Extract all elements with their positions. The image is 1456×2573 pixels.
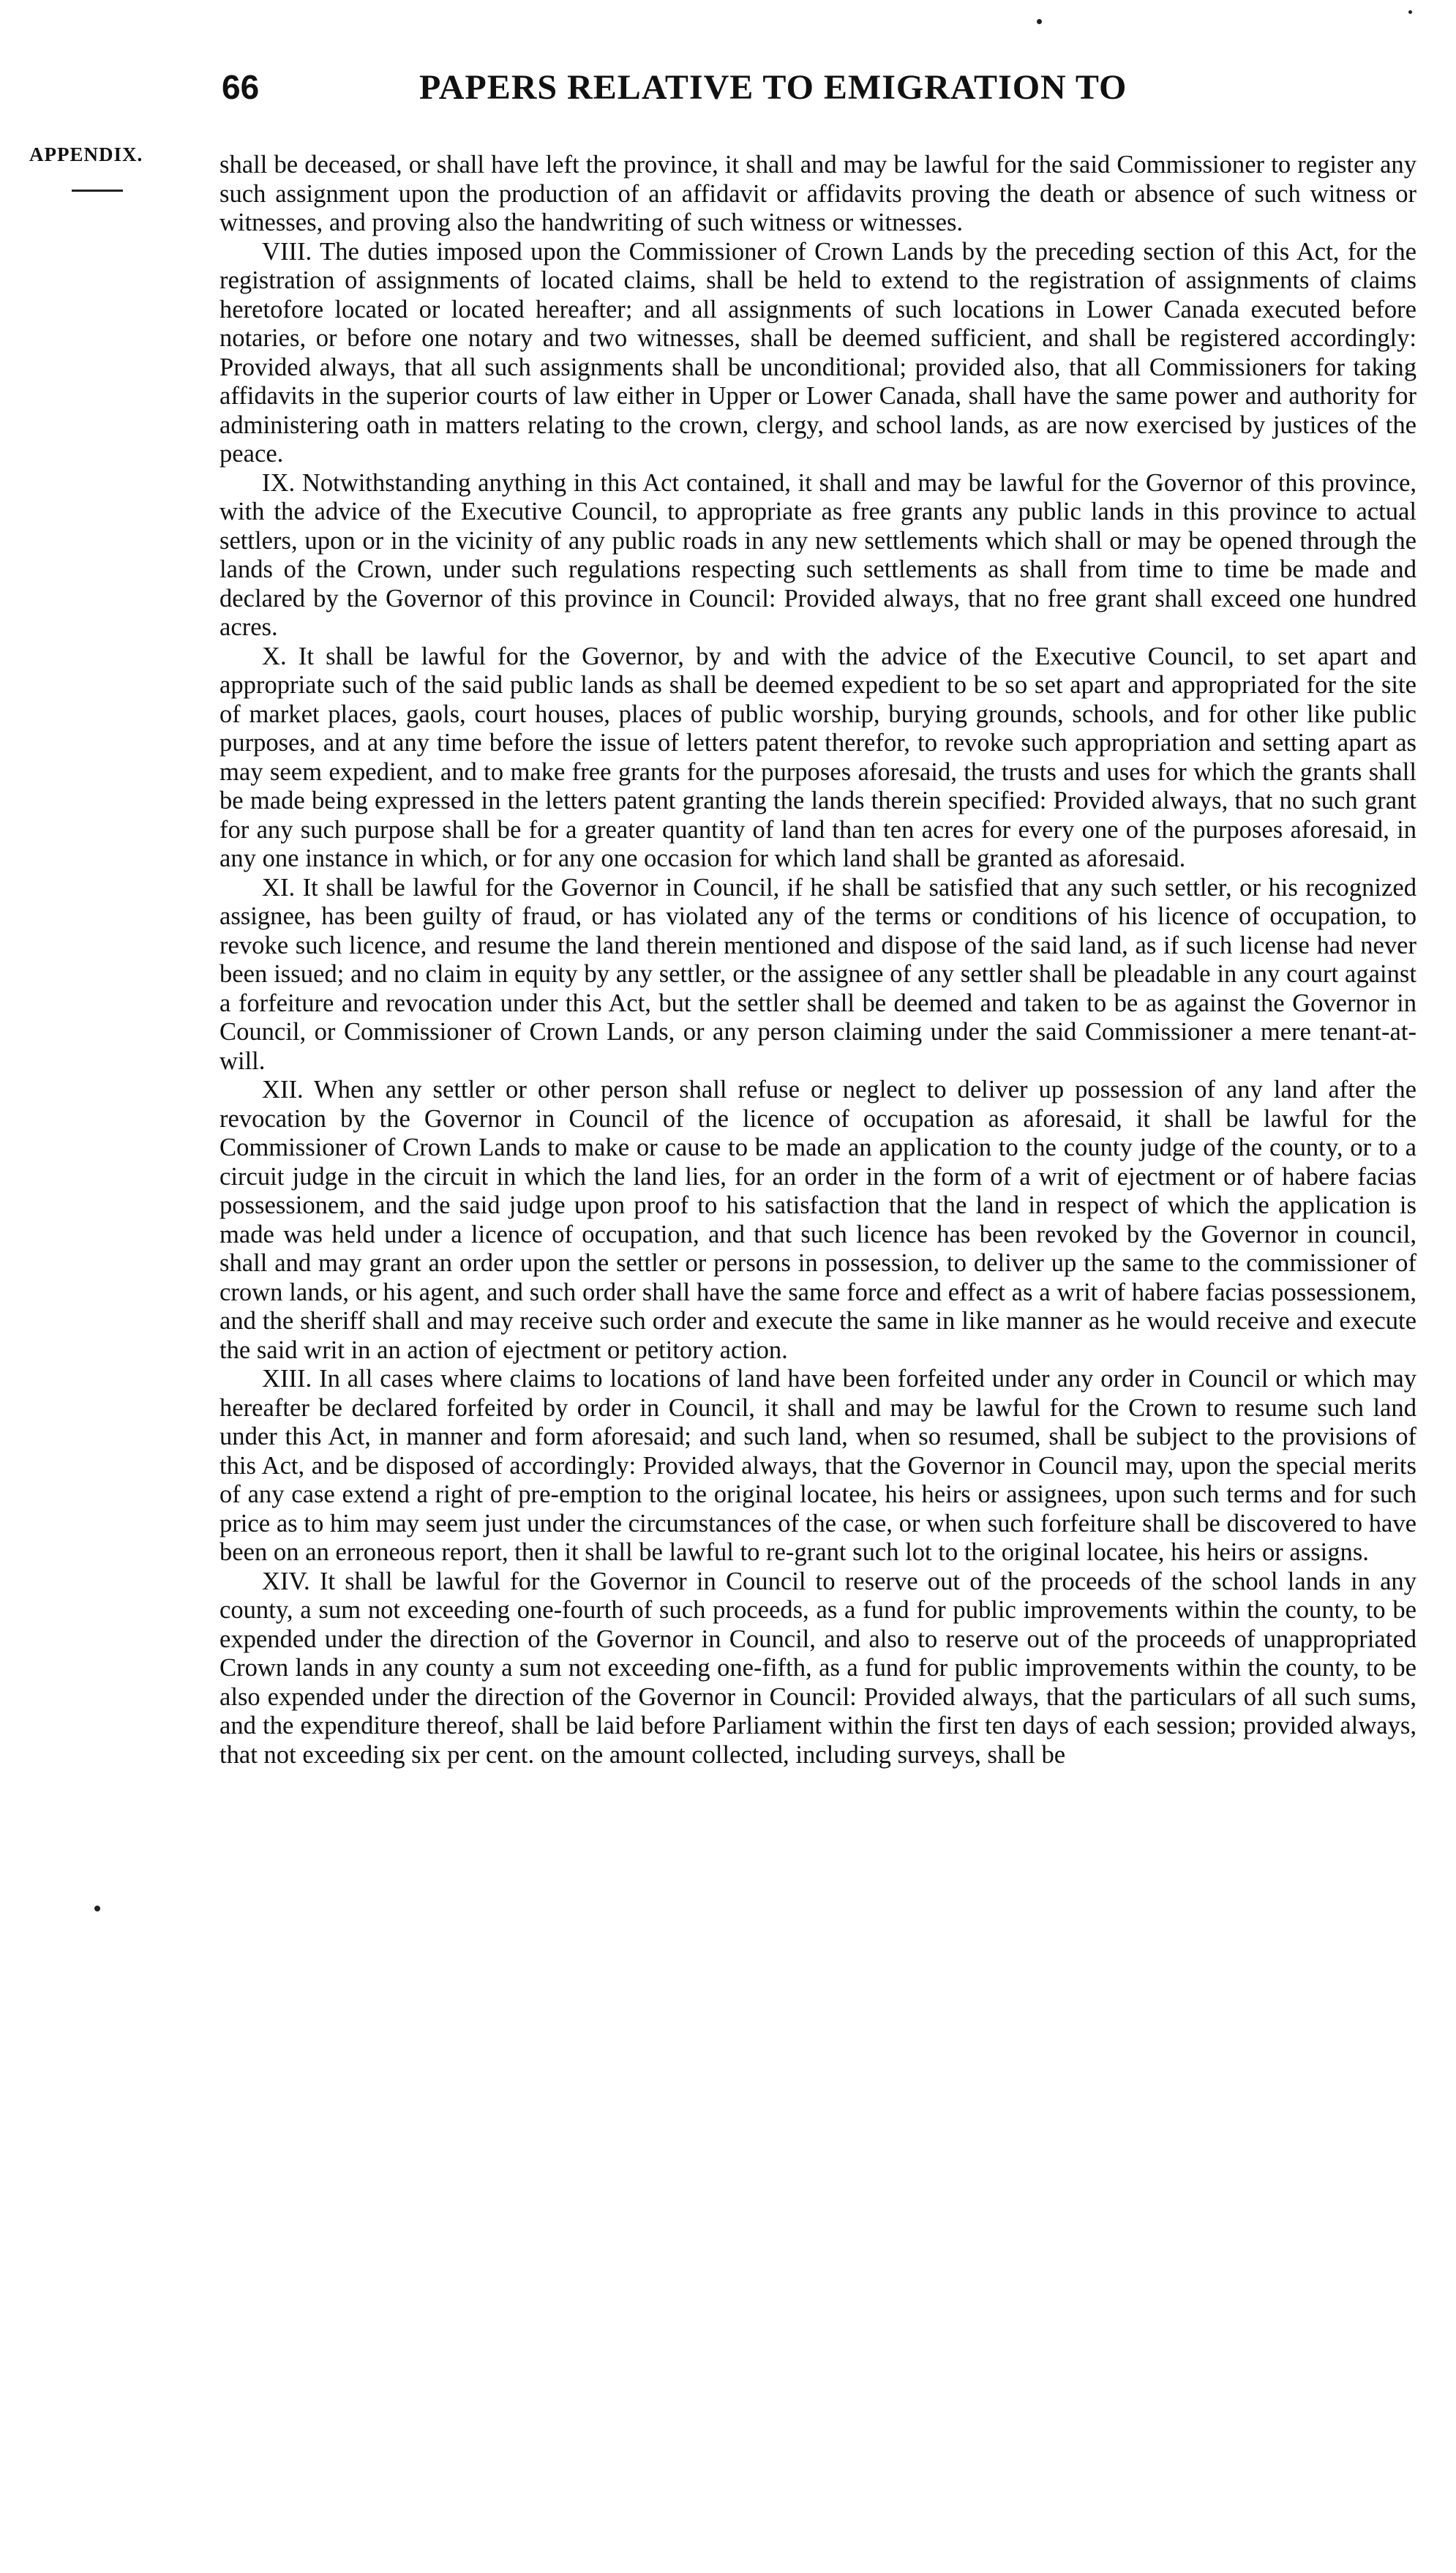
margin-rule [72, 190, 123, 192]
section-xii: XII. When any settler or other person shall refuse or neglect to deliver up possession of any land after the revocation by the Governor in Council of the licence of occupation as aforesaid, it shall be lawful for the Commissioner of Crown Lands to make or cause to be made an application to the county judge of the county, or to a circuit judge in the circuit in which the land lies, for an order in the form of a writ of ejectment or of habere facias possessionem, and the said judge upon proof to his satisfaction that the land in respect of which the application is made was held under a licence of occupation, and that such licence has been revoked by the Governor in council, shall and may grant an order upon the settler or persons in possession, to deliver up the same to the commissioner of crown lands, or his agent, and such order shall have the same force and effect as a writ of habere facias possessionem, and the sheriff shall and may receive such order and execute the same in like manner as he would receive and execute the said writ in an action of ejectment or petitory action. [219, 1076, 1416, 1364]
section-xiii: XIII. In all cases where claims to locations of land have been forfeited under any order in Council or which may hereafter be declared forfeited by order in Council, it shall and may be lawful for the Crown to resume such land under this Act, in manner and form aforesaid; and such land, when so resumed, shall be subject to the provisions of this Act, and be disposed of accordingly: Provided always, that the Governor in Council may, upon the special merits of any case extend a right of pre-emption to the original locatee, his heirs or assignees, upon such terms and for such price as to him may seem just under the circumstances of the case, or when such forfeiture shall be discovered to have been on an erroneous report, then it shall be lawful to re-grant such lot to the original locatee, his heirs or assigns. [219, 1365, 1416, 1566]
section-xi: XI. It shall be lawful for the Governor in Council, if he shall be satisfied that any such settler, or his recognized assignee, has been guilty of fraud, or has violated any of the terms or conditions of his licence of occupation, to revoke such licence, and resume the land therein mentioned and dispose of the said land, as if such license had never been issued; and no claim in equity by any settler, or the assignee of any settler shall be pleadable in any court against a forfeiture and revocation under this Act, but the settler shall be deemed and taken to be as against the Governor in Council, or Commissioner of Crown Lands, or any person claiming under the said Commissioner a mere tenant-at-will. [219, 873, 1416, 1075]
ink-speck [1037, 19, 1042, 24]
paragraph-continuation: shall be deceased, or shall have left the province, it shall and may be lawful for the said Commissioner to register any such assignment upon the production of an affidavit or affidavits proving the death or absence of such witness or witnesses, and proving also the handwriting of such witness or witnesses. [219, 151, 1416, 236]
section-x: X. It shall be lawful for the Governor, by and with the advice of the Executive Council, to set apart and appropriate such of the said public lands as shall be deemed expedient to be so set apart and appropriated for the site of market places, gaols, court houses, places of public worship, burying grounds, schools, and for other like public purposes, and at any time before the issue of letters patent therefor, to revoke such appropriation and setting apart as may seem expedient, and to make free grants for the purposes aforesaid, the trusts and uses for which the grants shall be made being expressed in the letters patent granting the lands therein specified: Provided always, that no such grant for any such purpose shall be for a greater quantity of land than ten acres for every one of the purposes aforesaid, in any one instance in which, or for any one occasion for which land shall be granted as aforesaid. [219, 642, 1416, 872]
ink-speck [94, 1906, 100, 1911]
page-number: 66 [222, 68, 260, 106]
margin-label-appendix: APPENDIX. [29, 143, 143, 165]
section-ix: IX. Notwithstanding anything in this Act contained, it shall and may be lawful for the Governor of this province, with the advice of the Executive Council, to appropriate as free grants any public lands in this province to actual settlers, upon or in the vicinity of any public roads in any new settlements which shall or may be opened through the lands of the Crown, under such regulations respecting such settlements as shall from time to time be made and declared by the Governor of this province in Council: Provided always, that no free grant shall exceed one hundred acres. [219, 468, 1416, 641]
running-title: PAPERS RELATIVE TO EMIGRATION TO [419, 68, 1127, 107]
section-xiv: XIV. It shall be lawful for the Governor in Council to reserve out of the proceeds of the school lands in any county, a sum not exceeding one-fourth of such proceeds, as a fund for public improvements within the county, to be expended under the direction of the Governor in Council, and also to reserve out of the proceeds of unappropriated Crown lands in any county a sum not exceeding one-fifth, as a fund for public improvements within the county, to be also expended under the direction of the Governor in Council: Provided always, that the particulars of all such sums, and the expenditure thereof, shall be laid before Parliament within the first ten days of each session; provided always, that not exceeding six per cent. on the amount collected, including surveys, shall be [219, 1567, 1416, 1769]
body-text [219, 151, 1416, 1769]
section-viii: VIII. The duties imposed upon the Commissioner of Crown Lands by the preceding section of this Act, for the registration of assignments of located claims, shall be held to extend to the registration of assignments of claims heretofore located or located hereafter; and all assignments of such locations in Lower Canada executed before notaries, or before one notary and two witnesses, shall be deemed sufficient, and shall be registered accordingly: Provided always, that all such assignments shall be unconditional; provided also, that all Commissioners for taking affidavits in the superior courts of law either in Upper or Lower Canada, shall have the same power and authority for administering oath in matters relating to the crown, clergy, and school lands, as are now exercised by justices of the peace. [219, 237, 1416, 468]
ink-speck [1408, 10, 1412, 14]
